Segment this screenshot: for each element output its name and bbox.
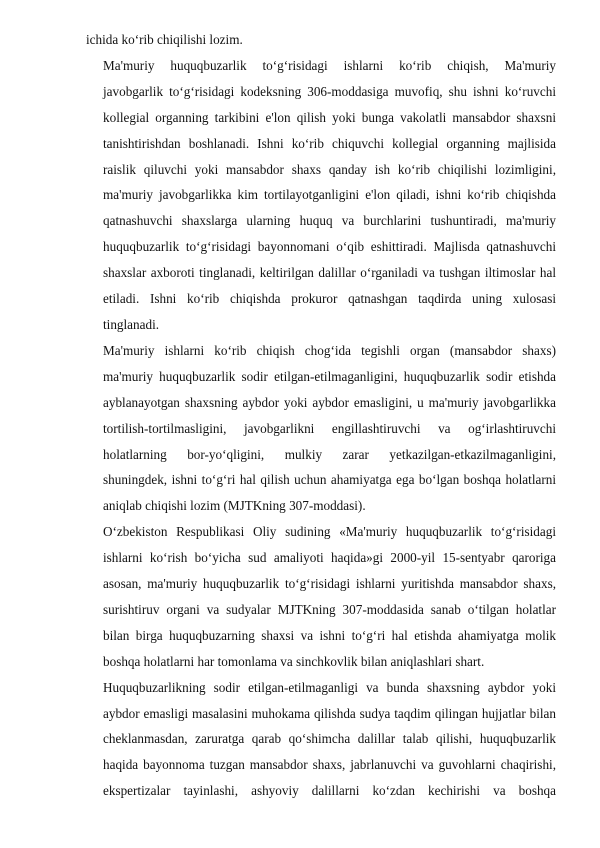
paragraph (86, 338, 556, 519)
text-line: Huquqbuzarlikning sodir etilgan-etilmaganligi va bunda shaxsning aybdor yoki (103, 679, 556, 695)
text-line: boshqa holatlarni har tomonlama va sinchkovlik bilan aniqlashlari shart. (103, 653, 485, 669)
text-line: O‘zbekiston Respublikasi Oliy sudining «Ma'muriy huquqbuzarlik to‘g‘risidagi (103, 524, 556, 540)
text-line: huquqbuzarlik to‘g‘risidagi bayonnomani o‘qib eshittiradi. Majlisda qatnashuvchi (103, 239, 556, 255)
text-line: Ma'muriy huquqbuzarlik to‘g‘risidagi ishlarni ko‘rib chiqish, Ma'muriy (103, 57, 556, 73)
text-line: etiladi. Ishni ko‘rib chiqishda prokuror qatnashgan taqdirda uning xulosasi (103, 291, 556, 307)
text-line: raislik qiluvchi yoki mansabdor shaxs qanday ish ko‘rib chiqilishi lozimligini, (103, 161, 556, 177)
text-line: shaxslar axboroti tinglanadi, keltirilgan dalillar o‘rganiladi va tushgan iltimoslar hal (103, 265, 556, 281)
text-line: kollegial organning tarkibini e'lon qilish yoki bunga vakolatli mansabdor shaxsni (103, 109, 556, 125)
text-line: shuningdek, ishni to‘g‘ri hal qilish uchun ahamiyatga ega bo‘lgan boshqa holatlarni (103, 472, 556, 488)
paragraph (86, 675, 556, 805)
text-line: surishtiruv organi va sudyalar MJTKning 307-moddasida sanab o‘tilgan holatlar (103, 601, 556, 617)
text-line: ayblanayotgan shaxsning aybdor yoki aybdor emasligini, u ma'muriy javobgarlikka (103, 394, 556, 410)
text-line: javobgarlik to‘g‘risidagi kodeksning 306-moddasiga muvofiq, shu ishni ko‘ruvchi (103, 83, 556, 99)
document-page (86, 27, 556, 804)
text-line: asosan, ma'muriy huquqbuzarlik to‘g‘risidagi ishlarni yuritishda mansabdor shaxs, (103, 576, 556, 592)
paragraph (86, 519, 556, 674)
text-line: cheklanmasdan, zaruratga qarab qo‘shimcha dalillar talab qilishi, huquqbuzarlik (103, 731, 556, 747)
text-line: ma'muriy huquqbuzarlik sodir etilgan-etilmaganligini, huquqbuzarlik sodir etishda (103, 368, 556, 384)
text-line: tinglanadi. (103, 316, 160, 332)
text-line: qatnashuvchi shaxslarga ularning huquq va burchlarini tushuntiradi, ma'muriy (103, 213, 556, 229)
text-line: ishlarni ko‘rish bo‘yicha sud amaliyoti haqida»gi 2000-yil 15-sentyabr qaroriga (103, 550, 556, 566)
paragraph (86, 53, 556, 338)
text-line: tortilish-tortilmasligini, javobgarlikni engillashtiruvchi va og‘irlashtiruvchi (103, 420, 556, 436)
text-line: holatlarning bor-yo‘qligini, mulkiy zarar yetkazilgan-etkazilmaganligini, (103, 446, 556, 462)
paragraph (86, 27, 556, 53)
text-line: ichida ko‘rib chiqilishi lozim. (86, 32, 243, 47)
text-line: bilan birga huquqbuzarning shaxsi va ishni to‘g‘ri hal etishda ahamiyatga molik (103, 627, 556, 643)
text-line: ma'muriy javobgarlikka kim tortilayotganligini e'lon qiladi, ishni ko‘rib chiqishda (103, 187, 556, 203)
text-line: tanishtirishdan boshlanadi. Ishni ko‘rib chiquvchi kollegial organning majlisida (103, 135, 556, 151)
text-line: haqida bayonnoma tuzgan mansabdor shaxs, jabrlanuvchi va guvohlarni chaqirishi, (103, 757, 556, 773)
text-line: ekspertizalar tayinlashi, ashyoviy dalillarni ko‘zdan kechirishi va boshqa (103, 783, 556, 799)
text-line: aniqlab chiqishi lozim (MJTKning 307-moddasi). (103, 498, 366, 514)
text-line: aybdor emasligi masalasini muhokama qilishda sudya taqdim qilingan hujjatlar bilan (103, 705, 556, 721)
text-line: Ma'muriy ishlarni ko‘rib chiqish chog‘ida tegishli organ (mansabdor shaxs) (103, 342, 556, 358)
